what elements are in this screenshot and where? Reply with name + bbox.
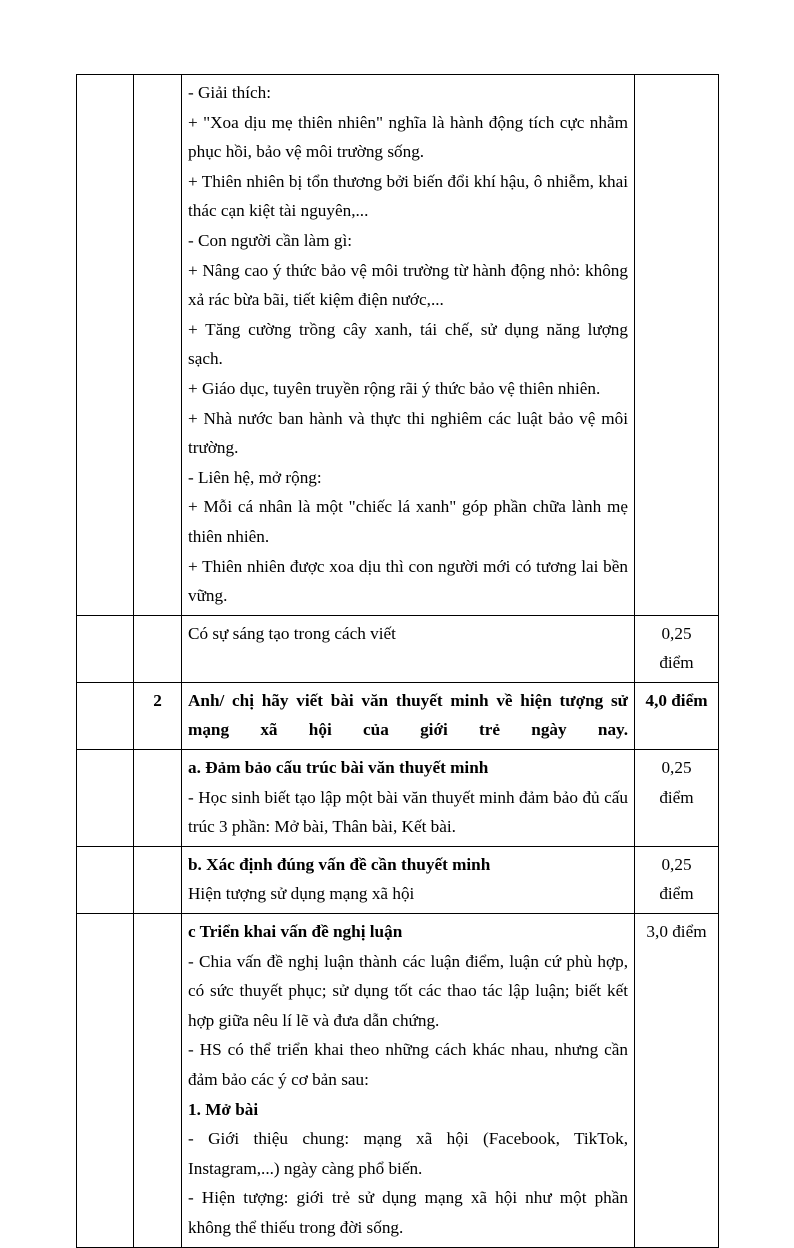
content-line: Có sự sáng tạo trong cách viết: [188, 623, 396, 643]
content-line: + Nâng cao ý thức bảo vệ môi trường từ hành động nhỏ: không xả rác bừa bãi, tiết kiệm điện nước,...: [188, 260, 628, 310]
outer-column-cell: [77, 846, 134, 913]
grading-rubric-table: [76, 74, 719, 1248]
question-number-cell: [134, 846, 182, 913]
score-unit: điểm: [659, 884, 694, 904]
score-value: 0,25: [661, 758, 692, 778]
score-cell: [635, 846, 719, 913]
content-line: + Mỗi cá nhân là một "chiếc lá xanh" góp phần chữa lành mẹ thiên nhiên.: [188, 497, 628, 546]
criteria-heading: b. Xác định đúng vấn đề cần thuyết minh: [188, 854, 491, 874]
question-number-cell: [134, 914, 182, 1248]
criteria-heading: c Triển khai vấn đề nghị luận: [188, 922, 403, 942]
criteria-content-cell: [182, 846, 635, 913]
content-line: Hiện tượng sử dụng mạng xã hội: [188, 884, 415, 904]
table-row: [77, 914, 719, 1248]
content-line: - Con người cần làm gì:: [188, 230, 352, 250]
question-number-cell: 2: [134, 682, 182, 749]
score-cell: [635, 615, 719, 682]
criteria-heading: a. Đảm bảo cấu trúc bài văn thuyết minh: [188, 758, 489, 778]
content-line: + Nhà nước ban hành và thực thi nghiêm các luật bảo vệ môi trường.: [188, 408, 628, 458]
criteria-subheading: 1. Mở bài: [188, 1099, 259, 1119]
question-prompt-cell: [182, 682, 635, 749]
score-unit: điểm: [659, 787, 694, 807]
score-cell: [635, 750, 719, 847]
score-value: 0,25: [661, 623, 692, 643]
question-number-cell: [134, 615, 182, 682]
table-row: [77, 846, 719, 913]
table-row: [77, 75, 719, 616]
outer-column-cell: [77, 75, 134, 616]
score-cell: [635, 682, 719, 749]
criteria-content-cell: [182, 615, 635, 682]
content-line: - Liên hệ, mở rộng:: [188, 467, 322, 487]
score-value: 0,25: [661, 854, 692, 874]
score-cell: [635, 914, 719, 1248]
content-line: + "Xoa dịu mẹ thiên nhiên" nghĩa là hành động tích cực nhằm phục hồi, bảo vệ môi trường sống.: [188, 112, 628, 162]
content-line: - HS có thể triển khai theo những cách khác nhau, nhưng cần đảm bảo các ý cơ bản sau:: [188, 1040, 628, 1089]
score-unit: điểm: [659, 653, 694, 673]
outer-column-cell: [77, 914, 134, 1248]
table-row: [77, 682, 719, 749]
question-number-cell: [134, 75, 182, 616]
table-row: [77, 750, 719, 847]
score-cell: [635, 75, 719, 616]
content-line: - Chia vấn đề nghị luận thành các luận điểm, luận cứ phù hợp, có sức thuyết phục; sử dụng tốt các thao tác lập luận; biết kết hợp giữa nêu lí lẽ và đưa dẫn chứng.: [188, 951, 628, 1030]
question-number-cell: [134, 750, 182, 847]
content-line: - Hiện tượng: giới trẻ sử dụng mạng xã hội như một phần không thể thiếu trong đời sống.: [188, 1188, 628, 1237]
content-line: + Giáo dục, tuyên truyền rộng rãi ý thức bảo vệ thiên nhiên.: [188, 378, 601, 398]
content-line: + Thiên nhiên bị tổn thương bởi biến đổi khí hậu, ô nhiễm, khai thác cạn kiệt tài nguyên,...: [188, 171, 628, 221]
score-value: 4,0 điểm: [645, 690, 708, 710]
criteria-content-cell: [182, 914, 635, 1248]
content-line: + Tăng cường trồng cây xanh, tái chế, sử dụng năng lượng sạch.: [188, 319, 628, 369]
content-line: - Học sinh biết tạo lập một bài văn thuyết minh đảm bảo đủ cấu trúc 3 phần: Mở bài, Thân bài, Kết bài.: [188, 787, 628, 837]
outer-column-cell: [77, 750, 134, 847]
content-line: - Giới thiệu chung: mạng xã hội (Facebook, TikTok, Instagram,...) ngày càng phổ biến.: [188, 1129, 628, 1178]
outer-column-cell: [77, 615, 134, 682]
content-line: - Giải thích:: [188, 83, 272, 102]
table-row: [77, 615, 719, 682]
score-value: 3,0 điểm: [646, 922, 707, 942]
criteria-content-cell: [182, 750, 635, 847]
outer-column-cell: [77, 682, 134, 749]
content-line: + Thiên nhiên được xoa dịu thì con người mới có tương lai bền vững.: [188, 556, 628, 606]
criteria-content-cell: [182, 75, 635, 616]
question-prompt-text: Anh/ chị hãy viết bài văn thuyết minh về hiện tượng sử mạng xã hội của giới trẻ ngày nay.: [188, 690, 628, 740]
